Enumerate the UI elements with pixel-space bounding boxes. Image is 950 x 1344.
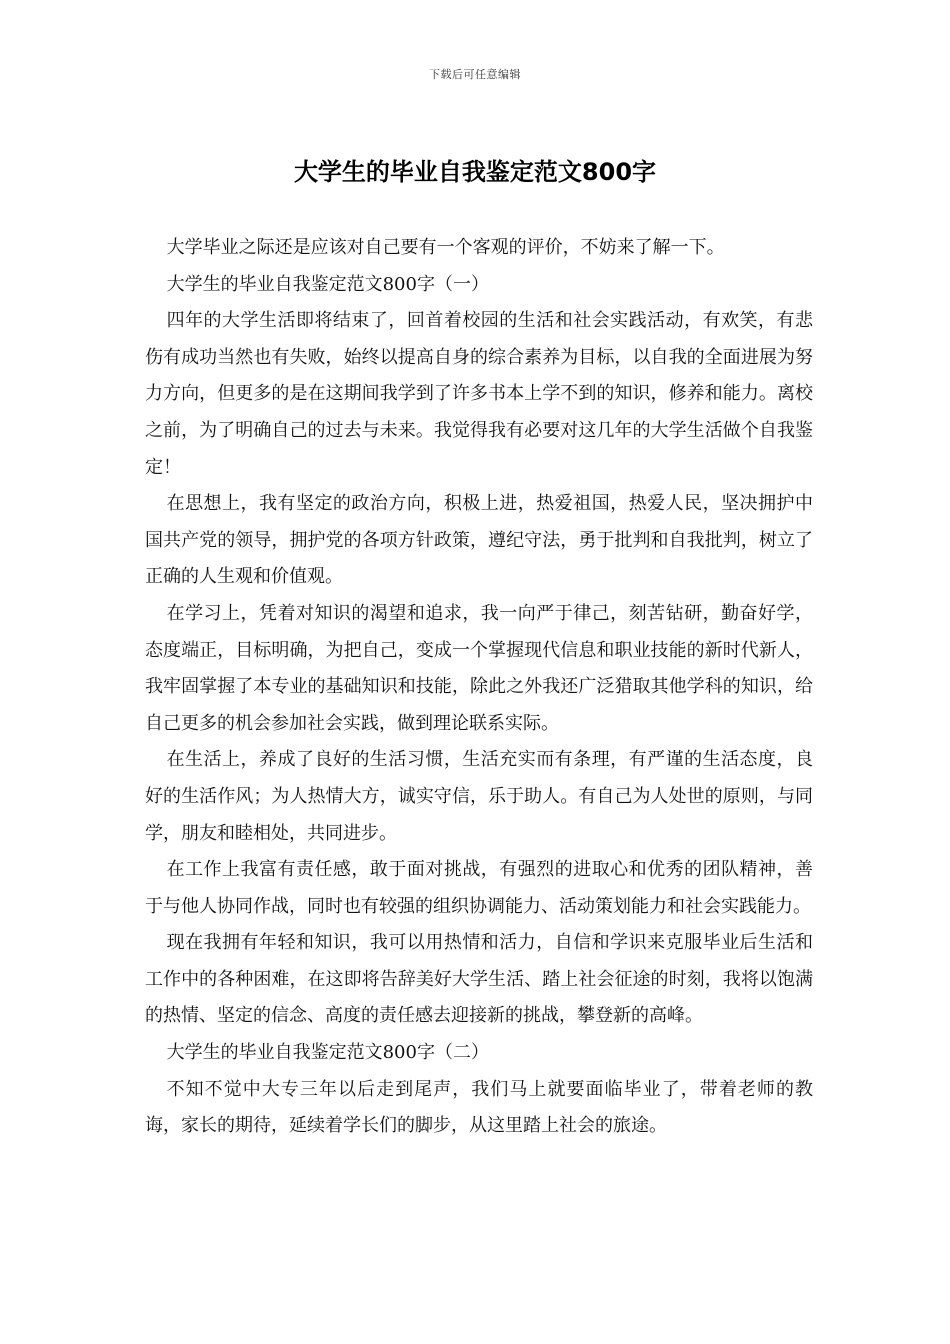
body-paragraph: 现在我拥有年轻和知识，我可以用热情和活力，自信和学识来克服毕业后生活和工作中的各种困难，在这即将告辞美好大学生活、踏上社会征途的时刻，我将以饱满的热情、坚定的信念、高度的责任感去迎接新的挑战，攀登新的高峰。 [145, 932, 813, 1027]
section-heading-1: 大学生的毕业自我鉴定范文800字（一） [166, 273, 489, 295]
section-heading-2: 大学生的毕业自我鉴定范文800字（二） [166, 1042, 489, 1064]
body-paragraph: 不知不觉中大专三年以后走到尾声，我们马上就要面临毕业了，带着老师的教诲，家长的期待，延续着学长们的脚步，从这里踏上社会的旅途。 [145, 1078, 813, 1137]
body-paragraph: 在工作上我富有责任感，敢于面对挑战，有强烈的进取心和优秀的团队精神，善于与他人协同作战，同时也有较强的组织协调能力、活动策划能力和社会实践能力。 [145, 859, 813, 917]
document-title: 大学生的毕业自我鉴定范文800字 [293, 158, 657, 186]
intro-paragraph: 大学毕业之际还是应该对自己要有一个客观的评价，不妨来了解一下。 [166, 237, 725, 258]
body-paragraph: 在学习上，凭着对知识的渴望和追求，我一向严于律己，刻苦钻研，勤奋好学，态度端正，目标明确，为把自己，变成一个掌握现代信息和职业技能的新时代新人，我牢固掌握了本专业的基础知识和技能，除此之外我还广泛猎取其他学科的知识，给自己更多的机会参加社会实践，做到理论联系实际。 [145, 602, 813, 734]
body-paragraph: 四年的大学生活即将结束了，回首着校园的生活和社会实践活动，有欢笑，有悲伤有成功当然也有失败，始终以提高自身的综合素养为目标，以自我的全面进展为努力方向，但更多的是在这期间我学到了许多书本上学不到的知识，修养和能力。离校之前，为了明确自己的过去与未来。我觉得我有必要对这几年的大学生活做个自我鉴定！ [145, 310, 813, 478]
document-body [145, 230, 813, 1145]
header-note: 下载后可任意编辑 [429, 68, 521, 81]
body-paragraph: 在生活上，养成了良好的生活习惯，生活充实而有条理，有严谨的生活态度，良好的生活作风；为人热情大方，诚实守信，乐于助人。有自己为人处世的原则，与同学，朋友和睦相处，共同进步。 [145, 749, 813, 844]
body-paragraph: 在思想上，我有坚定的政治方向，积极上进，热爱祖国，热爱人民，坚决拥护中国共产党的领导，拥护党的各项方针政策，遵纪守法，勇于批判和自我批判，树立了正确的人生观和价值观。 [145, 493, 813, 588]
